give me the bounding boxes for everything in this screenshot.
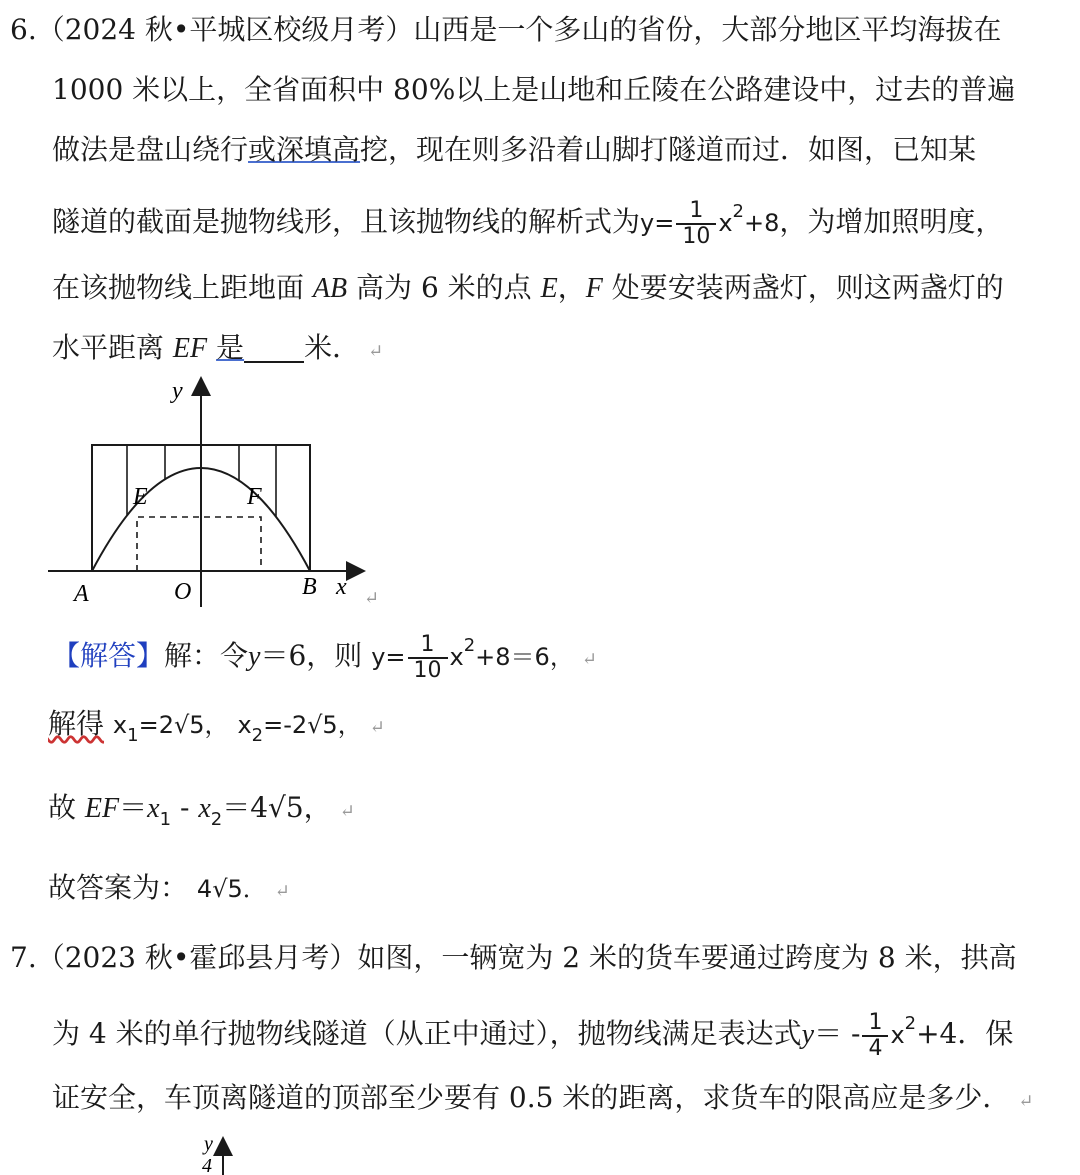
- q6-line4: [52, 194, 1003, 249]
- answer-solve-label: 解得: [48, 707, 105, 740]
- q7-text-1: 如图，一辆宽为 2 米的货车要通过跨度为 8 米，拱高: [357, 941, 1017, 974]
- label-y: y: [172, 378, 183, 404]
- q6-tunnel-figure: [40, 372, 380, 612]
- label-a: A: [74, 581, 89, 607]
- return-mark: ↵: [581, 649, 597, 670]
- q6-var-ab: AB: [312, 273, 348, 304]
- q6-var-ef: EF: [172, 333, 208, 364]
- answer-frac-num: 1: [408, 633, 448, 659]
- q6-var-e: E: [540, 273, 558, 304]
- answer-fraction: [408, 633, 448, 683]
- q7-fraction: [862, 1011, 888, 1061]
- label-x: x: [336, 574, 347, 600]
- label-f: F: [247, 484, 262, 510]
- answer-ef-eq: ＝: [119, 791, 148, 824]
- q6-text-3a: 做法是盘山绕行: [52, 133, 249, 166]
- label-o: O: [174, 579, 192, 605]
- return-mark: ↵: [369, 717, 385, 738]
- answer-ef-a: 故: [48, 791, 77, 824]
- answer-x1-val: =2√5，: [138, 711, 229, 739]
- q6-line3: [52, 132, 976, 168]
- q7-text-3: 证安全，车顶离隧道的顶部至少要有 0.5 米的距离，求货车的限高应是多少．: [52, 1081, 1011, 1114]
- q6-text-1: 山西是一个多山的省份，大部分地区平均海拔在: [413, 13, 1002, 46]
- q7-frac-num: 1: [862, 1011, 888, 1037]
- q7-eq: ＝ -: [814, 1017, 861, 1050]
- q6-formula-y: y=: [640, 209, 675, 237]
- q7-exp: 2: [904, 1013, 917, 1034]
- q7-line2: [52, 1006, 1013, 1061]
- q6-formula-x: x: [718, 209, 733, 237]
- label-e: E: [133, 484, 148, 510]
- q6-formula-const: +8: [743, 209, 780, 237]
- q6-frac-den: 10: [682, 223, 711, 249]
- q6-text-6a: 水平距离: [52, 331, 165, 364]
- answer-ef-minus: -: [171, 791, 199, 824]
- q6-text-5b: 高为 6 米的点: [356, 271, 532, 304]
- q6-text-6c: 米．: [304, 331, 361, 364]
- label-b: B: [302, 574, 317, 600]
- answer-eq-y: y=: [371, 643, 406, 671]
- q7-number: 7.: [10, 941, 37, 974]
- answer-x1-sub: 1: [127, 725, 139, 746]
- q7-label-4: 4: [202, 1155, 212, 1175]
- q7-frac-den: 4: [868, 1035, 883, 1061]
- q6-line1: [10, 12, 1001, 48]
- answer-eq-x: x: [449, 643, 464, 671]
- answer-tag: 【解答】: [52, 639, 165, 672]
- q7-label-y: y: [204, 1133, 213, 1155]
- return-mark: ↵: [368, 341, 384, 362]
- answer-var-y: y: [248, 641, 261, 672]
- answer-line3: [48, 790, 355, 838]
- q7-text-2b: +4．保: [916, 1017, 1014, 1050]
- q6-text-5d: 处要安装两盏灯，则这两盏灯的: [611, 271, 1004, 304]
- q6-formula-exp: 2: [732, 201, 744, 222]
- answer-x2-val: =-2√5，: [263, 711, 362, 739]
- answer-eq-tail: +8＝6，: [475, 643, 574, 671]
- q7-source: （2023 秋•霍邱县月考）: [36, 941, 358, 974]
- q7-var-y: y: [801, 1019, 815, 1050]
- answer-ef-result: ＝4√5，: [222, 791, 332, 824]
- answer-x2: x: [237, 711, 252, 739]
- q6-line5: [52, 270, 1004, 307]
- answer-ef-x1: x: [147, 793, 160, 824]
- q6-line2: [52, 72, 1015, 108]
- q6-text-2: 1000 米以上，全省面积中 80%以上是山地和丘陵在公路建设中，过去的普遍: [52, 73, 1016, 106]
- return-mark: ↵: [1018, 1091, 1034, 1112]
- answer-ef-x2: x: [198, 793, 211, 824]
- q6-text-3c: 挖，现在则多沿着山脚打隧道而过．如图，已知某: [360, 133, 977, 166]
- answer-ef-var: EF: [84, 793, 120, 824]
- return-mark: ↵: [274, 881, 290, 902]
- answer-blank: [244, 335, 304, 363]
- q7-figure-partial: [190, 1132, 250, 1175]
- q6-text-5c: ，: [557, 271, 586, 304]
- answer-frac-den: 10: [413, 657, 442, 683]
- q6-text-4b: ，为增加照明度，: [779, 205, 1004, 238]
- q7-line1: [10, 940, 1017, 976]
- answer-line2: [48, 706, 385, 754]
- answer-eq-exp: 2: [463, 635, 476, 656]
- answer-x1: x: [112, 711, 128, 739]
- q6-number: 6.: [10, 13, 37, 46]
- q6-text-3b: 或深填高: [248, 133, 361, 166]
- answer-ef-x1-sub: 1: [159, 809, 172, 830]
- return-mark: ↵: [364, 588, 380, 609]
- answer-ef-x2-sub: 2: [210, 809, 223, 830]
- return-mark: ↵: [339, 801, 355, 822]
- q7-text-2a: 为 4 米的单行抛物线隧道（从正中通过），抛物线满足表达式: [52, 1017, 802, 1050]
- q6-var-f: F: [585, 273, 603, 304]
- answer-final-value: 4√5．: [196, 875, 267, 903]
- q6-line6: [52, 330, 383, 370]
- answer-line1: [52, 628, 597, 683]
- q6-text-5a: 在该抛物线上距地面: [52, 271, 305, 304]
- answer-line4: [48, 870, 290, 910]
- answer-x2-sub: 2: [251, 725, 264, 746]
- q7-line3: [52, 1080, 1033, 1120]
- answer-final-label: 故答案为：: [48, 871, 189, 904]
- q6-source: （2024 秋•平城区校级月考）: [36, 13, 414, 46]
- q6-text-6b: 是: [216, 331, 245, 364]
- q6-fraction: [676, 199, 716, 249]
- answer-text-b: ＝6，则: [260, 639, 363, 672]
- q7-x: x: [890, 1021, 905, 1049]
- q6-text-4a: 隧道的截面是抛物线形，且该抛物线的解析式为: [52, 205, 641, 238]
- q6-frac-num: 1: [676, 199, 716, 225]
- answer-text-a: 解：令: [164, 639, 249, 672]
